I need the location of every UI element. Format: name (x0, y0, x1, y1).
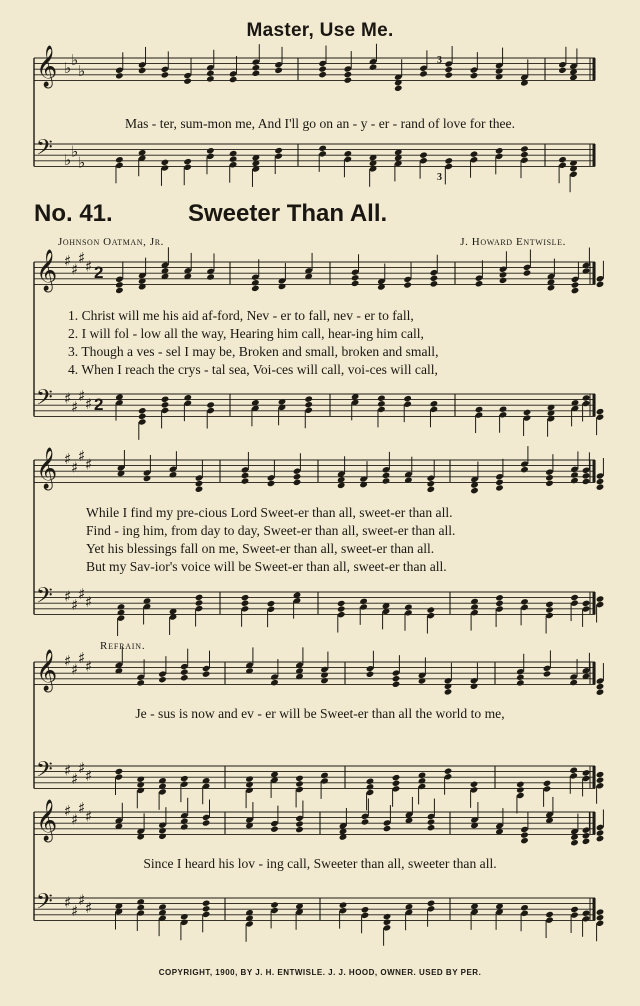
notehead (293, 473, 302, 480)
notehead (320, 671, 329, 678)
sharp-icon: ♯ (64, 389, 72, 408)
notehead (369, 64, 378, 71)
notehead (596, 835, 605, 842)
notehead (383, 825, 392, 832)
bass-staff (34, 584, 604, 636)
notehead (495, 479, 504, 486)
notehead (571, 281, 580, 288)
hymn-title: Sweeter Than All. (188, 200, 388, 227)
notehead (596, 914, 605, 921)
notehead (344, 71, 353, 78)
sharp-icon: ♯ (78, 386, 86, 405)
notehead (418, 772, 427, 779)
bass-clef-icon: 𝄢 (36, 385, 53, 416)
treble-clef-icon: 𝄞 (36, 250, 58, 292)
notehead (596, 689, 605, 696)
notehead (366, 783, 375, 790)
notehead (161, 159, 170, 166)
notehead (161, 401, 170, 408)
flat-icon: ♭ (64, 150, 72, 169)
notehead (558, 67, 567, 74)
composer-credit: J. Howard Entwisle. (460, 236, 566, 248)
notehead (278, 283, 287, 290)
notehead (180, 674, 189, 681)
notehead (582, 472, 591, 479)
notehead (404, 604, 413, 611)
notehead (570, 839, 579, 846)
notehead (115, 281, 124, 288)
notehead (344, 150, 353, 157)
notehead (115, 156, 124, 163)
notehead (475, 406, 484, 413)
hymn-number: No. 41. (34, 200, 113, 227)
notehead (245, 781, 254, 788)
notehead (158, 676, 167, 683)
sharp-icon: ♯ (78, 584, 86, 603)
notehead (136, 781, 145, 788)
notehead (270, 825, 279, 832)
notehead (351, 274, 360, 281)
notehead (229, 76, 238, 83)
notehead (569, 767, 578, 774)
notehead (183, 158, 192, 165)
notehead (318, 65, 327, 72)
notehead (339, 901, 348, 908)
notehead (161, 396, 170, 403)
system-2 (0, 445, 640, 635)
verse-4-line-1: 4. When I reach the crys - tal sea, Voi-ces will call, voi-ces will call, (68, 362, 438, 377)
treble-staff (34, 647, 604, 696)
sharp-icon: ♯ (64, 252, 72, 270)
sharp-icon: ♯ (71, 596, 79, 614)
sharp-icon: ♯ (78, 890, 86, 909)
sharp-icon: ♯ (78, 649, 86, 668)
notehead (520, 837, 529, 844)
notehead (183, 77, 192, 84)
sharp-icon: ♯ (85, 257, 93, 276)
notehead (444, 66, 453, 73)
previous-hymn-title: Master, Use Me. (246, 20, 394, 41)
bass-clef-icon: 𝄢 (36, 135, 53, 166)
notehead (138, 413, 147, 420)
notehead (344, 77, 353, 84)
notehead (596, 483, 605, 490)
notehead (202, 900, 211, 907)
sharp-icon: ♯ (64, 802, 72, 820)
notehead (295, 780, 304, 787)
notehead (241, 477, 250, 484)
notehead (202, 905, 211, 912)
notehead (523, 409, 532, 416)
notehead (320, 772, 329, 779)
notehead (252, 64, 261, 71)
notehead (117, 603, 126, 610)
notehead (359, 598, 368, 605)
sharp-icon: ♯ (85, 657, 93, 676)
notehead (520, 466, 529, 473)
notehead (366, 671, 375, 678)
notehead (202, 777, 211, 784)
notehead (543, 670, 552, 677)
treble-staff (34, 247, 604, 294)
notehead (582, 910, 591, 917)
verse-2-line-1: 2. I will fol - low all the way, Hearing him call, hear-ing him call, (68, 326, 424, 341)
notehead (202, 819, 211, 826)
notehead (545, 601, 554, 608)
notehead (304, 401, 313, 408)
notehead (545, 480, 554, 487)
notehead (427, 486, 436, 493)
notehead (392, 780, 401, 787)
notehead (596, 478, 605, 485)
notehead (115, 768, 124, 775)
notehead (138, 67, 147, 74)
notehead (195, 480, 204, 487)
notehead (545, 474, 554, 481)
notehead (161, 71, 170, 78)
notehead (184, 394, 193, 401)
notehead (318, 145, 327, 152)
notehead (403, 395, 412, 402)
notehead (419, 70, 428, 77)
bass-staff (34, 890, 604, 946)
verse-3-line-1: 3. Though a ves - sel I may be, Broken and small, broken and small, (68, 344, 439, 359)
notehead (571, 287, 580, 294)
notehead (245, 909, 254, 916)
notehead (520, 151, 529, 158)
notehead (241, 472, 250, 479)
refrain-line-2: Since I heard his lov - ing call, Sweeter than all, sweeter than all. (143, 856, 497, 871)
sharp-icon: ♯ (71, 660, 79, 679)
notehead (444, 768, 453, 775)
notehead (430, 280, 439, 287)
notehead (495, 484, 504, 491)
sharp-icon: ♯ (85, 593, 93, 612)
notehead (337, 600, 346, 607)
notehead (136, 679, 145, 686)
notehead (267, 600, 276, 607)
triplet-mark-bottom: 3 (437, 172, 442, 183)
notehead (596, 408, 605, 415)
notehead (444, 72, 453, 79)
flat-icon: ♭ (64, 59, 72, 78)
triplet-mark-top: 3 (437, 55, 442, 66)
notehead (304, 395, 313, 402)
notehead (158, 777, 167, 784)
notehead (520, 904, 529, 911)
notehead (366, 778, 375, 785)
notehead (115, 287, 124, 294)
notehead (377, 395, 386, 402)
notehead (582, 394, 591, 401)
sharp-icon: ♯ (71, 902, 79, 920)
sharp-icon: ♯ (85, 767, 93, 786)
notehead (570, 594, 579, 601)
notehead (136, 776, 145, 783)
notehead (516, 781, 525, 788)
flat-icon: ♭ (71, 142, 79, 161)
notehead (475, 280, 484, 287)
sharp-icon: ♯ (85, 807, 93, 826)
sharp-icon: ♯ (71, 458, 79, 477)
sharp-icon: ♯ (78, 799, 86, 818)
notehead (582, 478, 591, 485)
notehead (318, 71, 327, 78)
notehead (241, 600, 250, 607)
notehead (361, 818, 370, 825)
notehead (499, 406, 508, 413)
notehead (547, 284, 556, 291)
notehead (516, 786, 525, 793)
notehead (274, 67, 283, 74)
flat-icon: ♭ (71, 50, 79, 69)
notehead (382, 472, 391, 479)
notehead (229, 150, 238, 157)
bass-clef-icon: 𝄢 (36, 757, 53, 788)
previous-hymn-lyric: Mas - ter, sum-mon me, And I'll go on an - y - er - rand of love for thee. (125, 116, 515, 131)
notehead (158, 833, 167, 840)
notehead (337, 605, 346, 612)
notehead (195, 486, 204, 493)
sharp-icon: ♯ (64, 761, 72, 780)
notehead (251, 285, 260, 292)
notehead (495, 67, 504, 74)
sharp-icon: ♯ (78, 447, 86, 466)
notehead (495, 147, 504, 154)
notehead (545, 911, 554, 918)
bass-staff (34, 386, 604, 440)
notehead (499, 271, 508, 278)
notehead (270, 679, 279, 686)
notehead (582, 838, 591, 845)
treble-clef-icon: 𝄞 (36, 650, 58, 692)
treble-clef-icon: 𝄞 (36, 46, 58, 88)
notehead (158, 783, 167, 790)
time-signature-bass: 2 (94, 395, 104, 414)
notehead (115, 72, 124, 79)
sharp-icon: ♯ (71, 810, 79, 829)
lyricist-credit: Johnson Oatman, Jr. (58, 236, 165, 248)
notehead (245, 915, 254, 922)
sharp-icon: ♯ (64, 587, 72, 606)
time-signature-treble: 2 (94, 263, 104, 282)
notehead (569, 679, 578, 686)
notehead (570, 471, 579, 478)
system-4 (0, 800, 640, 950)
notehead (206, 75, 215, 82)
notehead (377, 400, 386, 407)
verse-1-line-2: While I find my pre-cious Lord Sweet-er than all, sweet-er than all. (86, 505, 453, 520)
notehead (206, 147, 215, 154)
notehead (206, 401, 215, 408)
notehead (229, 155, 238, 162)
sharp-icon: ♯ (71, 260, 79, 279)
notehead (245, 775, 254, 782)
notehead (516, 674, 525, 681)
sharp-icon: ♯ (85, 395, 93, 414)
notehead (206, 70, 215, 77)
notehead (427, 900, 436, 907)
notehead (383, 919, 392, 926)
notehead (195, 599, 204, 606)
notehead (195, 594, 204, 601)
notehead (470, 487, 479, 494)
notehead (252, 70, 261, 77)
notehead (117, 609, 126, 616)
notehead (596, 683, 605, 690)
notehead (582, 600, 591, 607)
notehead (520, 831, 529, 838)
treble-staff (34, 446, 604, 494)
notehead (136, 904, 145, 911)
notehead (180, 775, 189, 782)
sharp-icon: ♯ (64, 652, 72, 670)
notehead (499, 277, 508, 284)
copyright-notice: COPYRIGHT, 1900, BY J. H. ENTWISLE. J. J. HOOD, OWNER. USED BY PER. (158, 968, 482, 977)
treble-staff (34, 797, 604, 846)
notehead (320, 677, 329, 684)
notehead (180, 668, 189, 675)
notehead (444, 683, 453, 690)
notehead (202, 670, 211, 677)
notehead (382, 477, 391, 484)
notehead (419, 151, 428, 158)
notehead (138, 407, 147, 414)
notehead (570, 477, 579, 484)
notehead (427, 480, 436, 487)
notehead (427, 824, 436, 831)
notehead (596, 771, 605, 778)
notehead (418, 777, 427, 784)
notehead (392, 675, 401, 682)
notehead (274, 147, 283, 154)
notehead (543, 780, 552, 787)
sharp-icon: ♯ (64, 450, 72, 468)
notehead (596, 908, 605, 915)
sharp-icon: ♯ (64, 893, 72, 912)
notehead (394, 85, 403, 92)
verse-4-line-2: But my Sav-ior's voice will be Sweet-er than all, sweet-er than all. (86, 559, 447, 574)
notehead (427, 818, 436, 825)
notehead (392, 774, 401, 781)
notehead (206, 273, 215, 280)
treble-clef-icon: 𝄞 (36, 800, 58, 842)
notehead (295, 775, 304, 782)
notehead (596, 777, 605, 784)
notehead (361, 906, 370, 913)
refrain-line-1: Je - sus is now and ev - er will be Sweet-er than all the world to me, (135, 706, 505, 721)
notehead (495, 594, 504, 601)
notehead (596, 829, 605, 836)
notehead (470, 781, 479, 788)
notehead (523, 269, 532, 276)
treble-staff (34, 44, 595, 92)
notehead (470, 603, 479, 610)
notehead (545, 606, 554, 613)
notehead (520, 598, 529, 605)
notehead (470, 151, 479, 158)
sharp-icon: ♯ (85, 899, 93, 918)
notehead (470, 683, 479, 690)
notehead (444, 157, 453, 164)
verse-2-line-2: Find - ing him, from day to day, Sweet-er than all, sweet-er than all. (86, 523, 456, 538)
notehead (293, 479, 302, 486)
notehead (158, 827, 167, 834)
notehead (270, 901, 279, 908)
verse-1-line-1: 1. Christ will me his aid af-ford, Nev - er to fall, nev - er to fall, (68, 308, 414, 323)
sharp-icon: ♯ (71, 770, 79, 788)
system-3 (0, 650, 640, 800)
notehead (495, 73, 504, 80)
notehead (180, 823, 189, 830)
notehead (295, 826, 304, 833)
notehead (403, 281, 412, 288)
notehead (444, 688, 453, 695)
sharp-icon: ♯ (71, 398, 79, 416)
bass-clef-icon: 𝄢 (36, 889, 53, 920)
notehead (596, 281, 605, 288)
notehead (430, 400, 439, 407)
notehead (241, 594, 250, 601)
refrain-label: Refrain. (100, 640, 146, 652)
notehead (351, 280, 360, 287)
notehead (180, 818, 189, 825)
verse-3-line-2: Yet his blessings fall on me, Sweet-er than all, sweet-er than all. (86, 541, 435, 556)
notehead (470, 72, 479, 79)
sharp-icon: ♯ (78, 249, 86, 268)
treble-clef-icon: 𝄞 (36, 448, 58, 490)
notehead (180, 913, 189, 920)
sharp-icon: ♯ (85, 455, 93, 474)
flat-icon: ♭ (78, 62, 86, 80)
notehead (516, 679, 525, 686)
notehead (143, 475, 152, 482)
notehead (582, 769, 591, 776)
notehead (267, 480, 276, 487)
notehead (470, 598, 479, 605)
notehead (495, 600, 504, 607)
notehead (169, 471, 178, 478)
sharp-icon: ♯ (78, 758, 86, 777)
bass-staff (34, 136, 595, 193)
notehead (295, 820, 304, 827)
notehead (582, 832, 591, 839)
notehead (427, 606, 436, 613)
notehead (520, 145, 529, 152)
notehead (136, 898, 145, 905)
flat-icon: ♭ (78, 153, 86, 172)
notehead (430, 275, 439, 282)
bass-clef-icon: 𝄢 (36, 583, 53, 614)
notehead (383, 913, 392, 920)
notehead (392, 681, 401, 688)
notehead (558, 156, 567, 163)
notehead (570, 906, 579, 913)
notehead (596, 595, 605, 602)
notehead (251, 279, 260, 286)
